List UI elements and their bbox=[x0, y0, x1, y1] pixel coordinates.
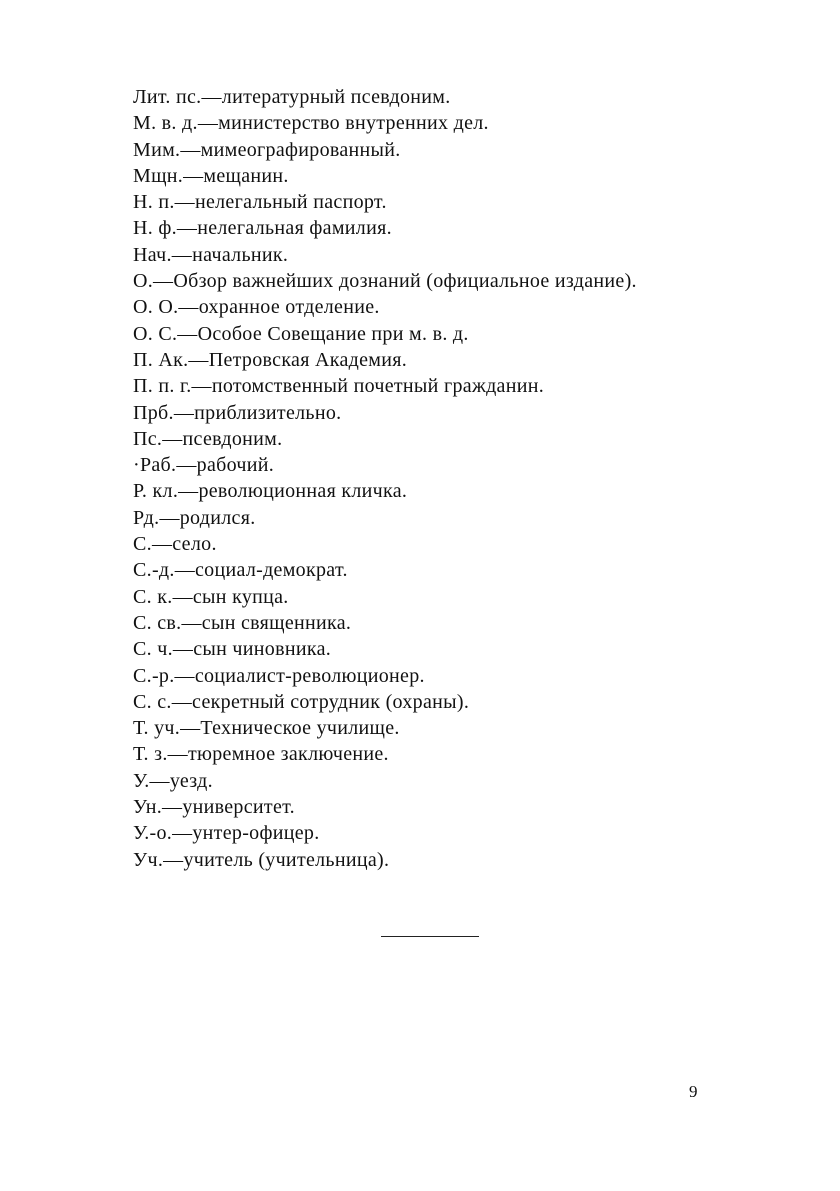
abbreviation-term: Т. з. bbox=[133, 743, 168, 766]
abbreviation-separator: — bbox=[178, 296, 199, 319]
abbreviation-entry bbox=[133, 794, 637, 820]
abbreviation-term: Мщн. bbox=[133, 164, 184, 187]
abbreviation-meaning: сын чиновника. bbox=[193, 638, 332, 661]
abbreviation-separator: — bbox=[191, 375, 212, 398]
abbreviation-term: Нач. bbox=[133, 243, 172, 266]
abbreviation-meaning: Техническое училище. bbox=[200, 717, 400, 740]
abbreviation-entry bbox=[133, 268, 637, 294]
abbreviation-term: О. С. bbox=[133, 322, 178, 345]
abbreviation-meaning: Обзор важнейших дознаний (официальное издание). bbox=[173, 270, 637, 293]
abbreviation-term: Р. кл. bbox=[133, 480, 179, 503]
abbreviation-separator: — bbox=[178, 480, 199, 503]
abbreviation-entry bbox=[133, 400, 637, 426]
abbreviation-term: О. bbox=[133, 270, 154, 293]
abbreviation-meaning: тюремное заключение. bbox=[187, 743, 389, 766]
abbreviation-separator: — bbox=[177, 322, 198, 345]
abbreviation-separator: — bbox=[173, 401, 195, 424]
abbreviation-meaning: университет. bbox=[182, 796, 295, 819]
abbreviation-entry bbox=[133, 663, 637, 689]
abbreviation-term: Мим. bbox=[133, 138, 181, 161]
abbreviation-meaning: социалист-революционер. bbox=[194, 664, 425, 687]
abbreviation-term: Рд. bbox=[133, 506, 160, 529]
abbreviation-term: С. ч. bbox=[133, 638, 173, 661]
abbreviation-separator: — bbox=[176, 454, 197, 477]
abbreviation-term: Т. уч. bbox=[133, 717, 181, 740]
abbreviation-separator: — bbox=[171, 243, 193, 266]
abbreviation-meaning: нелегальный паспорт. bbox=[194, 191, 387, 214]
abbreviation-meaning: приблизительно. bbox=[194, 401, 342, 424]
abbreviation-entry bbox=[133, 294, 637, 320]
abbreviation-meaning: унтер-офицер. bbox=[192, 822, 320, 845]
abbreviation-separator: — bbox=[174, 191, 195, 214]
abbreviation-entry bbox=[133, 189, 637, 215]
abbreviation-separator: — bbox=[180, 138, 201, 161]
abbreviation-term: Прб. bbox=[133, 401, 174, 424]
abbreviation-separator: — bbox=[176, 217, 198, 240]
abbreviation-meaning: потомственный почетный гражданин. bbox=[211, 375, 545, 398]
abbreviation-separator: — bbox=[180, 717, 201, 740]
abbreviation-meaning: уезд. bbox=[169, 769, 213, 792]
abbreviation-entry bbox=[133, 531, 637, 557]
abbreviation-term: Пс. bbox=[133, 427, 163, 450]
abbreviation-entry bbox=[133, 715, 637, 741]
abbreviation-entry bbox=[133, 215, 637, 241]
abbreviation-entry bbox=[133, 847, 637, 873]
abbreviation-separator: — bbox=[174, 664, 195, 687]
abbreviation-meaning: село. bbox=[172, 533, 217, 556]
abbreviation-separator: — bbox=[201, 86, 222, 108]
abbreviation-term: М. в. д. bbox=[133, 112, 198, 135]
abbreviation-separator: — bbox=[181, 611, 202, 634]
abbreviation-meaning: революционная кличка. bbox=[198, 480, 408, 503]
abbreviation-entry bbox=[133, 84, 637, 110]
abbreviation-separator: — bbox=[149, 769, 170, 792]
abbreviation-separator: — bbox=[197, 112, 219, 135]
abbreviation-separator: — bbox=[162, 796, 183, 819]
abbreviation-separator: — bbox=[159, 506, 180, 529]
abbreviation-entry bbox=[133, 163, 637, 189]
abbreviation-meaning: учитель (учительница). bbox=[183, 848, 390, 871]
abbreviation-separator: — bbox=[151, 533, 173, 556]
abbreviation-term: С. с. bbox=[133, 690, 172, 713]
abbreviation-term: О. О. bbox=[133, 296, 179, 319]
abbreviation-meaning: Петровская Академия. bbox=[208, 348, 408, 371]
abbreviation-entry bbox=[133, 426, 637, 452]
abbreviation-meaning: мимеографированный. bbox=[200, 138, 401, 161]
abbreviation-separator: — bbox=[171, 690, 193, 713]
abbreviation-term: ·Раб. bbox=[133, 454, 177, 477]
abbreviation-term: Уч. bbox=[133, 848, 164, 871]
abbreviation-separator: — bbox=[153, 270, 174, 293]
abbreviation-separator: — bbox=[183, 164, 204, 187]
abbreviation-meaning: мещанин. bbox=[203, 164, 289, 187]
abbreviation-entry bbox=[133, 452, 637, 478]
abbreviation-meaning: родился. bbox=[179, 506, 256, 529]
abbreviation-term: С.-д. bbox=[133, 559, 175, 582]
abbreviation-separator: — bbox=[188, 348, 209, 371]
abbreviation-meaning: министерство внутренних дел. bbox=[218, 112, 489, 135]
abbreviation-entry bbox=[133, 373, 637, 399]
abbreviation-separator: — bbox=[174, 559, 195, 582]
section-end-rule bbox=[381, 936, 479, 937]
abbreviation-term: Лит. пс. bbox=[133, 86, 202, 108]
abbreviation-entry bbox=[133, 110, 637, 136]
abbreviation-meaning: нелегальная фамилия. bbox=[197, 217, 392, 240]
abbreviation-entry bbox=[133, 584, 637, 610]
page-number: 9 bbox=[689, 1082, 698, 1101]
abbreviation-term: П. п. г. bbox=[133, 375, 192, 398]
abbreviation-entry bbox=[133, 636, 637, 662]
abbreviation-meaning: начальник. bbox=[192, 243, 289, 266]
abbreviation-entry bbox=[133, 478, 637, 504]
abbreviation-meaning: секретный сотрудник (охраны). bbox=[192, 690, 470, 713]
abbreviation-entry bbox=[133, 347, 637, 373]
abbreviation-term: П. Ак. bbox=[133, 348, 189, 371]
abbreviation-term: Н. п. bbox=[133, 191, 175, 214]
abbreviation-term: С.-р. bbox=[133, 664, 175, 687]
abbreviation-list bbox=[133, 84, 637, 873]
abbreviation-entry bbox=[133, 321, 637, 347]
abbreviation-term: С. св. bbox=[133, 611, 182, 634]
abbreviation-separator: — bbox=[172, 638, 194, 661]
abbreviation-meaning: литературный псевдоним. bbox=[221, 86, 451, 108]
abbreviation-entry bbox=[133, 768, 637, 794]
abbreviation-meaning: сын купца. bbox=[192, 585, 289, 608]
abbreviation-meaning: Особое Совещание при м. в. д. bbox=[197, 322, 469, 345]
abbreviation-separator: — bbox=[167, 743, 188, 766]
abbreviation-meaning: охранное отделение. bbox=[198, 296, 380, 319]
abbreviation-term: С. к. bbox=[133, 585, 173, 608]
abbreviation-entry bbox=[133, 689, 637, 715]
abbreviation-term: Ун. bbox=[133, 796, 163, 819]
abbreviation-entry bbox=[133, 137, 637, 163]
abbreviation-term: У. bbox=[133, 769, 150, 792]
abbreviation-meaning: псевдоним. bbox=[182, 427, 283, 450]
abbreviation-entry bbox=[133, 557, 637, 583]
abbreviation-meaning: социал-демократ. bbox=[195, 559, 348, 582]
abbreviation-separator: — bbox=[163, 848, 184, 871]
abbreviation-term: У.-о. bbox=[133, 822, 173, 845]
abbreviation-entry bbox=[133, 741, 637, 767]
abbreviation-meaning: сын священника. bbox=[201, 611, 352, 634]
abbreviation-term: С. bbox=[133, 533, 152, 556]
abbreviation-entry bbox=[133, 505, 637, 531]
abbreviation-entry bbox=[133, 820, 637, 846]
abbreviation-separator: — bbox=[172, 585, 193, 608]
abbreviation-term: Н. ф. bbox=[133, 217, 177, 240]
abbreviation-meaning: рабочий. bbox=[196, 454, 275, 477]
abbreviation-entry bbox=[133, 610, 637, 636]
abbreviation-separator: — bbox=[172, 822, 193, 845]
abbreviation-entry bbox=[133, 242, 637, 268]
abbreviation-separator: — bbox=[162, 427, 183, 450]
